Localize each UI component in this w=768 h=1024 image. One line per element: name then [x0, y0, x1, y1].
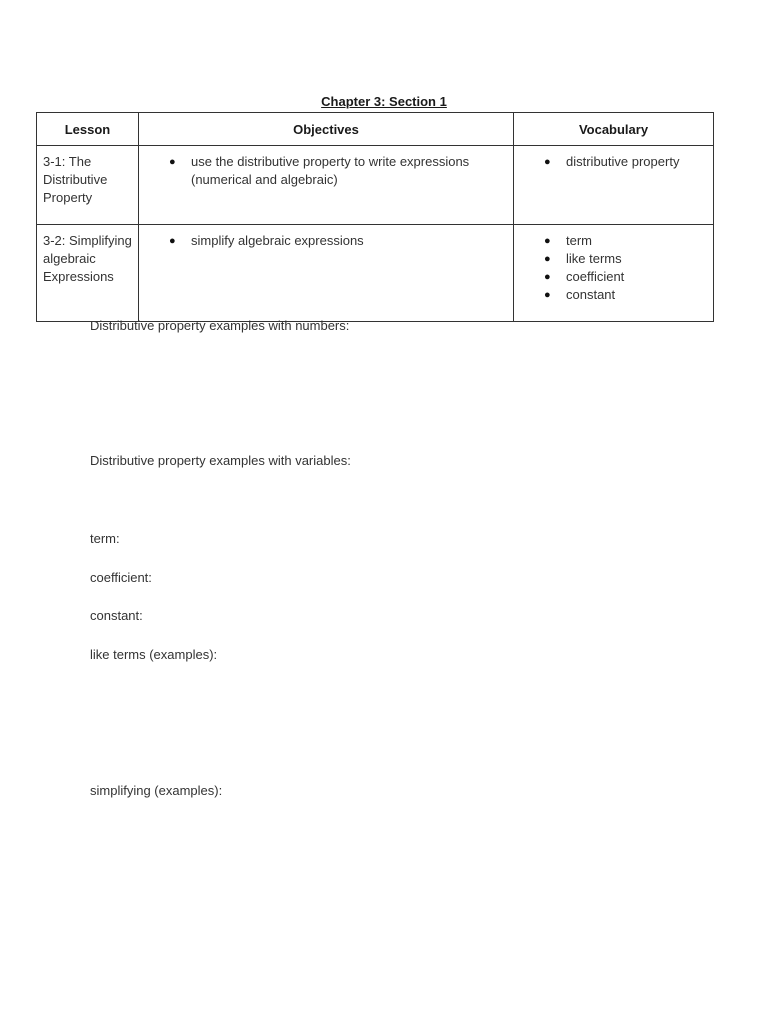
header-objectives: Objectives [139, 113, 514, 146]
note-term: term: [90, 531, 120, 546]
note-distributive-variables: Distributive property examples with variables: [90, 453, 351, 468]
objective-text: use the distributive property to write expressions (numerical and algebraic) [191, 154, 470, 187]
list-item [514, 268, 709, 286]
note-constant: constant: [90, 608, 143, 623]
note-like-terms: like terms (examples): [90, 647, 218, 662]
objective-text: simplify algebraic expressions [191, 233, 364, 248]
vocabulary-term: distributive property [566, 154, 680, 169]
list-item [514, 286, 709, 304]
vocabulary-term: constant [566, 287, 616, 302]
header-lesson: Lesson [37, 113, 139, 146]
header-vocabulary: Vocabulary [514, 113, 714, 146]
vocabulary-list [514, 225, 713, 308]
objectives-list [139, 225, 513, 254]
vocabulary-cell [514, 225, 714, 322]
vocabulary-list [514, 146, 713, 175]
bullet-icon: ● [544, 156, 551, 168]
bullet-icon: ● [169, 156, 176, 168]
vocabulary-term: term [566, 233, 592, 248]
table-row [37, 225, 714, 322]
bullet-icon: ● [544, 253, 551, 265]
vocabulary-term: coefficient [566, 269, 625, 284]
bullet-icon: ● [169, 235, 176, 247]
table-row [37, 146, 714, 225]
list-item [139, 232, 509, 250]
lesson-cell: 3-1: The Distributive Property [37, 146, 139, 225]
vocabulary-cell [514, 146, 714, 225]
lesson-cell: 3-2: Simplifying algebraic Expressions [37, 225, 139, 322]
lesson-table [36, 112, 714, 322]
list-item [514, 232, 709, 250]
bullet-icon: ● [544, 271, 551, 283]
objectives-list [139, 146, 513, 193]
note-coefficient: coefficient: [90, 570, 152, 585]
bullet-icon: ● [544, 289, 551, 301]
note-distributive-numbers: Distributive property examples with numbers: [90, 318, 350, 333]
objectives-cell [139, 146, 514, 225]
list-item [514, 153, 709, 171]
bullet-icon: ● [544, 235, 551, 247]
objectives-cell [139, 225, 514, 322]
vocabulary-term: like terms [566, 251, 622, 266]
note-simplifying: simplifying (examples): [90, 783, 223, 798]
list-item [514, 250, 709, 268]
list-item [139, 153, 509, 189]
table-header-row [37, 113, 714, 146]
document-title: Chapter 3: Section 1 [321, 94, 447, 109]
